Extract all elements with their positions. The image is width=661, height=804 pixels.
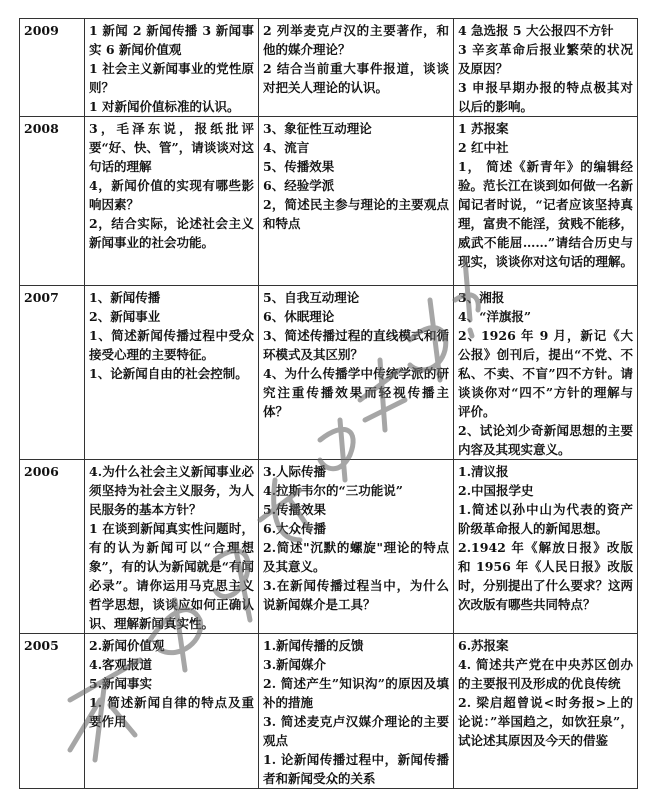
topic-item: 2. 梁启超曾说<时务报>上的论说：”举国趋之，如饮狂泉”，试论述其原因及今天的借鉴 bbox=[458, 695, 633, 748]
topic-item: 3，毛泽东说，报纸批评要“好、快、管”，请谈谈对这句话的理解 bbox=[89, 121, 254, 174]
topic-item: 4.拉斯韦尔的“三功能说” bbox=[263, 483, 403, 498]
topics-cell bbox=[454, 634, 638, 789]
topic-item: 2.1942 年《解放日报》改版和 1956 年《人民日报》改版时，分别提出了什么要求？这两次改版有哪些共同特点？ bbox=[458, 540, 634, 612]
topic-item: 4、“洋旗报” bbox=[458, 309, 532, 324]
topic-item: 4.为什么社会主义新闻事业必须坚持为社会主义服务，为人民服务的基本方针？ bbox=[89, 464, 254, 517]
topic-item: 1、简述新闻传播过程中受众接受心理的主要特征。 bbox=[89, 328, 254, 362]
topic-item: 3、象征性互动理论 bbox=[263, 121, 372, 136]
topic-item: 2 红中社 bbox=[458, 140, 509, 155]
topic-item: 2，结合实际，论述社会主义新闻事业的社会功能。 bbox=[89, 216, 254, 250]
exam-topics-table bbox=[19, 18, 638, 789]
topic-item: 6、经验学派 bbox=[263, 178, 335, 193]
year-cell: 2009 bbox=[20, 19, 85, 117]
topic-item: 1 对新闻价值标准的认识。 bbox=[89, 99, 240, 114]
topic-item: 1、新闻传播 bbox=[89, 290, 161, 305]
topic-item: 5、传播效果 bbox=[263, 159, 335, 174]
topic-item: 2.中国报学史 bbox=[458, 483, 534, 498]
year-cell: 2008 bbox=[20, 117, 85, 286]
topic-item: 4、流言 bbox=[263, 140, 310, 155]
topic-item: 2 列举麦克卢汉的主要著作，和他的媒介理论？ bbox=[263, 23, 449, 57]
topic-item: 1.新闻传播的反馈 bbox=[263, 638, 364, 653]
topic-item: 2.新闻价值观 bbox=[89, 638, 165, 653]
topics-cell bbox=[259, 117, 454, 286]
topic-item: 1. 论新闻传播过程中，新闻传播者和新闻受众的关系 bbox=[263, 752, 449, 786]
topic-item: 6、休眠理论 bbox=[263, 309, 335, 324]
topics-cell bbox=[259, 19, 454, 117]
table-row bbox=[20, 117, 638, 286]
topic-item: 4、为什么传播学中传统学派的研究注重传播效果而轻视传播主体？ bbox=[263, 366, 449, 419]
topics-cell bbox=[85, 460, 259, 634]
topics-cell bbox=[259, 634, 454, 789]
topic-item: 1.简述以孙中山为代表的资产阶级革命报人的新闻思想。 bbox=[458, 502, 633, 536]
table-row bbox=[20, 19, 638, 117]
topic-item: 3. 简述麦克卢汉媒介理论的主要观点 bbox=[263, 714, 449, 748]
topic-item: 1 社会主义新闻事业的党性原则？ bbox=[89, 61, 254, 95]
topic-item: 2、试论刘少奇新闻思想的主要内容及其现实意义。 bbox=[458, 423, 633, 457]
topic-item: 1， 简述《新青年》的编辑经验。范长江在谈到如何做一名新闻记者时说，“记者应该坚持真理，富贵不能淫，贫贱不能移，威武不能屈……”请结合历史与现实，谈谈你对这句话的理解。 bbox=[458, 159, 634, 269]
topic-item: 6.苏报案 bbox=[458, 638, 509, 653]
topic-item: 4，新闻价值的实现有哪些影响因素？ bbox=[89, 178, 254, 212]
topic-item: 5、自我互动理论 bbox=[263, 290, 360, 305]
topics-cell bbox=[85, 634, 259, 789]
topics-cell bbox=[85, 286, 259, 460]
year-cell: 2005 bbox=[20, 634, 85, 789]
topic-item: 2，简述民主参与理论的主要观点和特点 bbox=[263, 197, 449, 231]
topic-item: 3、湘报 bbox=[458, 290, 505, 305]
topic-item: 1 在谈到新闻真实性问题时，有的认为新闻可以“合理想象”，有的认为新闻就是“有闻必录”。请你运用马克思主义哲学思想，谈谈应如何正确认识、理解新闻真实性。 bbox=[89, 521, 254, 631]
topics-cell bbox=[85, 19, 259, 117]
topic-item: 6.大众传播 bbox=[263, 521, 327, 536]
topic-item: 1.清议报 bbox=[458, 464, 509, 479]
topic-item: 2.简述"沉默的螺旋"理论的特点及其意义。 bbox=[263, 540, 449, 574]
topic-item: 3.在新闻传播过程当中，为什么说新闻媒介是工具？ bbox=[263, 578, 449, 612]
topic-item: 3、简述传播过程的直线模式和循环模式及其区别？ bbox=[263, 328, 449, 362]
topic-item: 1 苏报案 bbox=[458, 121, 509, 136]
topic-item: 2. 简述产生”知识沟”的原因及填补的措施 bbox=[263, 676, 449, 710]
topic-item: 1、论新闻自由的社会控制。 bbox=[89, 366, 248, 381]
topics-cell bbox=[454, 19, 638, 117]
topics-cell bbox=[454, 117, 638, 286]
topic-item: 4.客观报道 bbox=[89, 657, 153, 672]
topic-item: 3 辛亥革命后报业繁荣的状况及原因？ bbox=[458, 42, 633, 76]
topics-cell bbox=[454, 460, 638, 634]
topic-item: 3 申报早期办报的特点极其对以后的影响。 bbox=[458, 80, 633, 114]
topic-item: 1. 简述新闻自律的特点及重要作用 bbox=[89, 695, 254, 729]
year-cell: 2006 bbox=[20, 460, 85, 634]
topic-item: 5.新闻事实 bbox=[89, 676, 153, 691]
topics-cell bbox=[259, 460, 454, 634]
year-cell: 2007 bbox=[20, 286, 85, 460]
topics-cell bbox=[85, 117, 259, 286]
table-row bbox=[20, 634, 638, 789]
topic-item: 4 急选报 5 大公报四不方针 bbox=[458, 23, 614, 38]
topics-cell bbox=[454, 286, 638, 460]
topic-item: 3.新闻媒介 bbox=[263, 657, 327, 672]
topic-item: 1 新闻 2 新闻传播 3 新闻事实 6 新闻价值观 bbox=[89, 23, 254, 57]
topic-item: 5.传播效果 bbox=[263, 502, 327, 517]
table-row bbox=[20, 460, 638, 634]
topic-item: 2 结合当前重大事件报道，谈谈对把关人理论的认识。 bbox=[263, 61, 449, 95]
topics-cell bbox=[259, 286, 454, 460]
topic-item: 4. 简述共产党在中央苏区创办的主要报刊及形成的优良传统 bbox=[458, 657, 633, 691]
topic-item: 3.人际传播 bbox=[263, 464, 327, 479]
topic-item: 2、1926 年 9 月，新记《大公报》创刊后，提出“不党、不私、不卖、不盲”四不方针。请谈谈你对“四不”方针的理解与评价。 bbox=[458, 328, 633, 419]
topic-item: 2、新闻事业 bbox=[89, 309, 161, 324]
table-row bbox=[20, 286, 638, 460]
